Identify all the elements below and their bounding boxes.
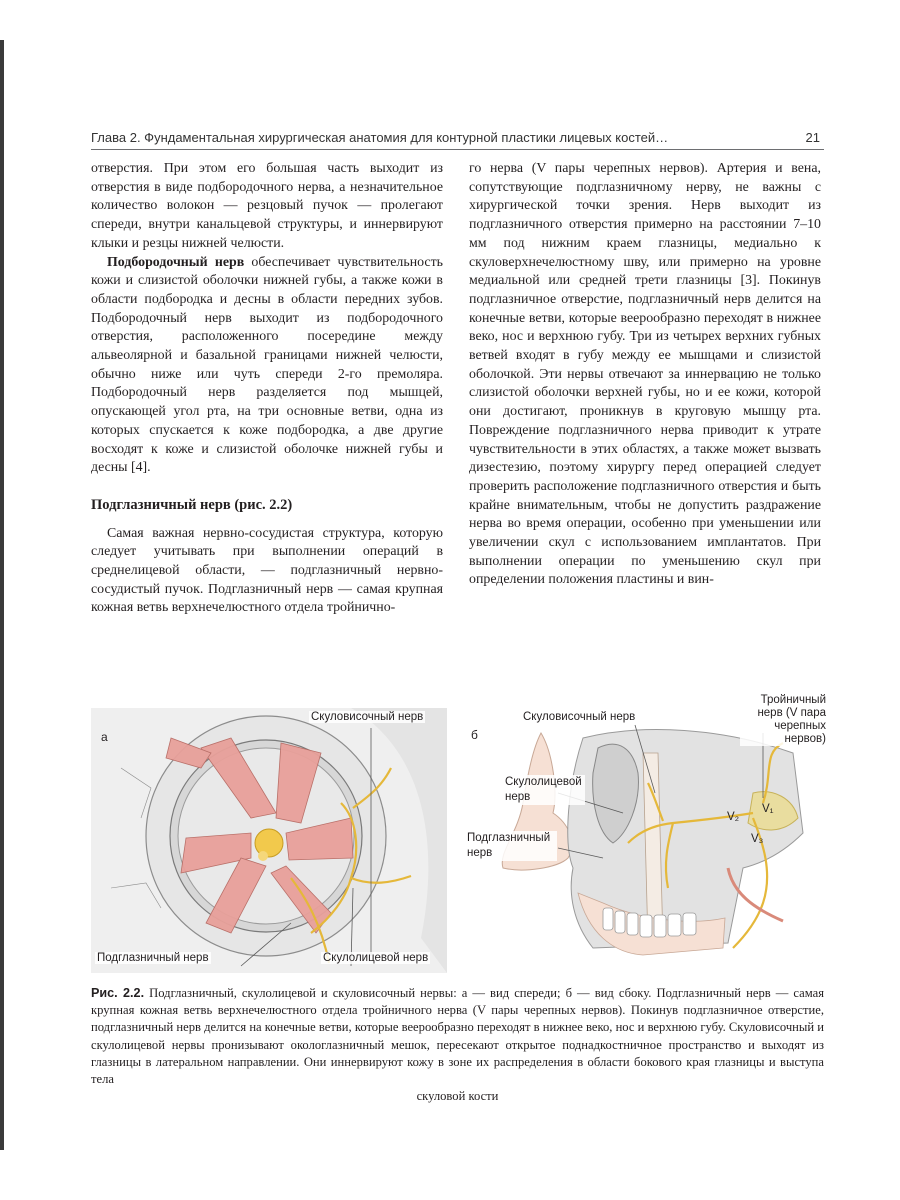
paragraph xyxy=(91,254,443,478)
figure-caption xyxy=(91,985,824,1105)
label-v2: V₂ xyxy=(727,811,740,823)
right-column xyxy=(469,160,821,590)
label-zygomaticofacial-nerve: Скулолицевой нерв xyxy=(323,952,429,964)
panel-b-letter: б xyxy=(471,728,478,742)
panel-a-letter: а xyxy=(101,730,108,744)
page-number: 21 xyxy=(805,130,820,145)
label-v3: V₃ xyxy=(751,833,764,845)
paragraph-text: обеспечивает чувствительность кожи и слизистой оболочки нижней губы, а также кожи в области подбородка и десны в области передних зубов. Подбородочный нерв выходит из подбородочного отверстия, расположенного посередине между альвеолярной и базальной границами нижней челюсти, обычно ниже или чуть спереди 2-го премоляра. Подбородочный нерв разделяется под мышцей, опускающей угол рта, на три основные ветви, одна из которых спускается к коже подбородка, а две другие восходят к коже и слизистой оболочке нижней губы и десны [4]. xyxy=(91,254,443,476)
label-infraorbital-nerve-b: Подглазничный нерв xyxy=(465,831,557,861)
paragraph: отверстия. При этом его большая часть выходит из отверстия в виде подбородочного нерва, а незначительное количество волокон — резцовый пучок — пролегают спереди, внутри канальцевой структуры, и иннервируют клыки и резцы нижней челюсти. xyxy=(91,161,443,251)
label-zygomaticofacial-nerve-b: Скулолицевой нерв xyxy=(503,775,585,805)
label-v1: V₁ xyxy=(762,803,774,815)
left-column xyxy=(91,160,443,618)
label-trigeminal-nerve: Тройничный нерв (V пара черепных нервов) xyxy=(740,694,828,746)
chapter-title: Глава 2. Фундаментальная хирургическая анатомия для контурной пластики лицевых костей… xyxy=(91,130,669,145)
label-zygomaticotemporal-nerve: Скуловисочный нерв xyxy=(311,711,424,723)
figure-2-2 xyxy=(91,693,824,975)
page-spine xyxy=(0,40,4,1150)
panel-b xyxy=(463,693,824,975)
label-zygomaticotemporal-nerve-b: Скуловисочный нерв xyxy=(523,711,636,723)
panel-a xyxy=(91,708,447,973)
caption-text: Подглазничный, скулолицевой и скуловисочный нервы: а — вид спереди; б — вид сбоку. Подглазничный нерв — самая крупная кожная ветвь верхнечелюстного отдела тройничного нерва (V пары черепных нервов). Покинув подглазничное отверстие, подглазничный нерв делится на конечные ветви, которые веерообразно переходят в нижнее веко, нос и верхнюю губу. Скуловисочный и скулолицевой нервы пронизывают окологлазничный мешок, пересекают открытое поднадкостничное пространство и выходят из глазницы в латеральном направлении. Они иннервируют кожу в зоне их распределения в области бокового края глазницы и выступа тела xyxy=(91,986,824,1087)
term-bold: Подбородочный нерв xyxy=(107,254,245,270)
caption-label: Рис. 2.2. xyxy=(91,986,145,1000)
anatomy-illustration-frontal xyxy=(91,708,447,973)
paragraph: Самая важная нервно-сосудистая структура, которую следует учитывать при выполнении операций в среднелицевой области, — подглазничный нервно-сосудистый пучок. Подглазничный нерв — самая крупная кожная ветвь верхнечелюстного отдела тройнично- xyxy=(91,525,443,616)
running-head xyxy=(91,127,824,150)
label-infraorbital-nerve: Подглазничный нерв xyxy=(97,952,209,964)
section-heading: Подглазничный нерв (рис. 2.2) xyxy=(91,496,293,513)
paragraph: го нерва (V пары черепных нервов). Артерия и вена, сопутствующие подглазничному нерву, не важны с хирургической точки зрения. Нерв выходит из подглазничного отверстия примерно на расстоянии 7–10 мм под нижним краем глазницы, медиально к скуловерхнечелюстному шву, или примерно на уровне медиальной или средней трети глазницы [3]. Покинув подглазничное отверстие, подглазничный нерв делится на конечные ветви, которые веерообразно переходят в нижнее веко, нос и верхнюю губу. Три из четырех верхних губных ветвей входят в губу между ее мышцами и слизистой оболочкой. Эти нервы отвечают за иннервацию не только слизистой оболочки верхней губы, но и ее кожи, которой они достигают, проникнув в круговую мышцу рта. Повреждение подглазничного нерва приводит к утрате чувствительности в этих областях, а также может вызвать дизестезию, поэтому хирургу перед операцией следует проверить расположение подглазничного отверстия и быть крайне внимательным, чтобы не допустить раздражение нерва во время операции, особенно при уменьшении или увеличении скул с использованием имплантатов. При выполнении операции по уменьшению скул при определении положения пластины и вин- xyxy=(469,161,821,588)
caption-last-line: скуловой кости xyxy=(416,1089,499,1104)
